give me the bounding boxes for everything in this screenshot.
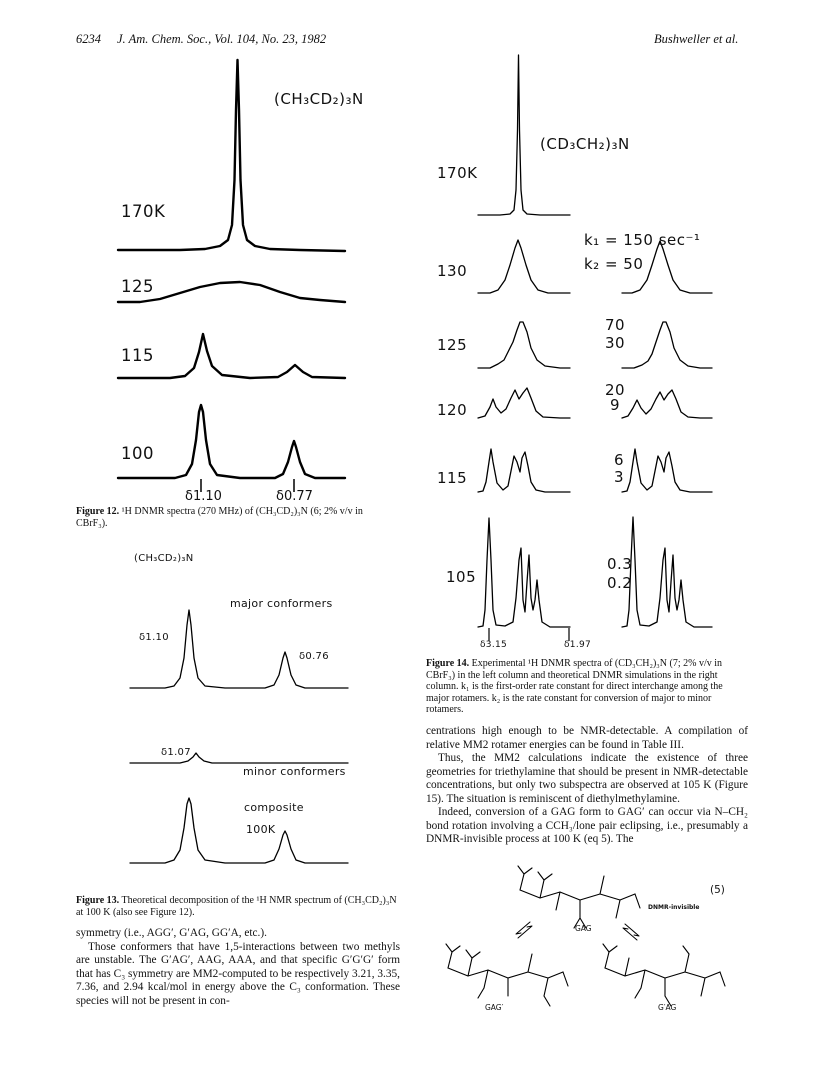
scheme-dnmr-invisible-note: DNMR-invisible: [648, 904, 700, 911]
sim-120: [622, 390, 712, 418]
exp-120: [478, 388, 570, 418]
sim-115: [622, 449, 712, 492]
fig14-rate-k1-115: 6: [614, 451, 625, 469]
page-number: 6234: [76, 32, 101, 46]
sim-125: [622, 322, 712, 368]
fig12-temp-170k: 170K: [121, 202, 166, 221]
gag-structure: [518, 866, 640, 928]
fig14-k1-label: k₁ = 150 sec⁻¹: [584, 231, 701, 249]
scheme-label-gag: GAG: [575, 924, 592, 933]
scheme-eq-number: (5): [710, 884, 725, 896]
right-paragraph-3: Indeed, conversion of a GAG form to GAG′ can occur via N–CH₂ bond rotation involving a CCH₃/lone pair eclipsing, i.e., presumably a DNMR-invisible process at 100 K (eq 5). The: [426, 806, 748, 845]
fig14-rate-k2-125: 30: [605, 334, 626, 352]
g-prime-ag-structure: [603, 944, 725, 1006]
fig14-temp-120: 120: [437, 401, 468, 419]
fig12-temp-100: 100: [121, 444, 154, 463]
fig14-rate-k1-125: 70: [605, 316, 626, 334]
figure-13-caption: [76, 895, 400, 918]
fig13-major-label: major conformers: [230, 597, 333, 610]
fig14-temp-170k: 170K: [437, 164, 478, 182]
left-column-text: [76, 927, 400, 1008]
figure-14-caption: [426, 658, 748, 716]
right-column-text: [426, 725, 748, 847]
fig12-compound-label: (CH₃CD₂)₃N: [274, 90, 364, 108]
fig14-temp-130: 130: [437, 262, 468, 280]
fig13-minor-peak: δ1.07: [161, 747, 191, 758]
fig13-compound-label: (CH₃CD₂)₃N: [134, 553, 194, 564]
fig12-axis-right: δ0.77: [276, 489, 313, 504]
right-paragraph-2: Thus, the MM2 calculations indicate the existence of three geometries for triethylamine that should be present in NMR-detectable concentrations, but only two subspectra are observed at 105 K (Figure 15). The situation is reminiscent of diethylmethylamine.: [426, 752, 748, 805]
scheme-label-gag-prime: GAG′: [485, 1003, 504, 1012]
fig12-axis-left: δ1.10: [185, 489, 222, 504]
exp-105: [478, 518, 570, 627]
fig13-composite-label: composite: [244, 801, 304, 814]
exp-125: [478, 322, 570, 368]
fig14-temp-115: 115: [437, 469, 468, 487]
fig14-axis-right: δ1.97: [564, 640, 592, 650]
composite-trace: [130, 798, 348, 863]
fig12-temp-115: 115: [121, 346, 154, 365]
fig14-k2-label: k₂ = 50: [584, 255, 644, 273]
fig14-rate-k2-115: 3: [614, 468, 625, 486]
fig13-caption-label: Figure 13.: [76, 895, 120, 906]
sim-105: [622, 517, 712, 627]
fig13-composite-temp: 100K: [246, 823, 276, 836]
fig14-rate-k1-120: 20: [605, 381, 626, 399]
fig12-caption-text: ¹H DNMR spectra (270 MHz) of (CH₃CD₂)₃N (6; 2% v/v in CBrF₃).: [76, 506, 363, 529]
fig13-caption-text: Theoretical decomposition of the ¹H NMR spectrum of (CH₃CD₂)₃N at 100 K (also see Figure 12).: [76, 895, 397, 918]
fig14-compound-label: (CD₃CH₂)₃N: [540, 135, 630, 153]
journal-citation: J. Am. Chem. Soc., Vol. 104, No. 23, 1982: [117, 32, 327, 46]
fig13-peak-right: δ0.76: [299, 651, 329, 662]
fig12-caption-label: Figure 12.: [76, 506, 120, 517]
fig14-axis-left: δ3.15: [480, 640, 508, 650]
conformer-scheme: [420, 860, 760, 1060]
exp-115: [478, 449, 570, 492]
fig14-rate-k2-120: 9: [610, 396, 621, 414]
fig14-temp-125: 125: [437, 336, 468, 354]
fig14-caption-label: Figure 14.: [426, 658, 470, 669]
fig12-temp-125: 125: [121, 277, 154, 296]
right-paragraph-1: centrations high enough to be NMR-detectable. A compilation of relative MM2 rotamer energies can be found in Table III.: [426, 725, 748, 751]
fig13-minor-label: minor conformers: [243, 765, 346, 778]
fig14-rate-k2-105: 0.2: [607, 574, 633, 592]
scheme-label-g-prime-ag: G′AG: [658, 1003, 677, 1012]
equilibrium-arrow-left: [516, 922, 532, 938]
conformer-scheme-drawing: [420, 860, 760, 1060]
fig14-rate-k1-105: 0.3: [607, 555, 633, 573]
left-paragraph-1: symmetry (i.e., AGG′, G′AG, GG′A, etc.).: [76, 927, 267, 939]
left-paragraph-2: Those conformers that have 1,5-interactions between two methyls are unstable. The G′AG′, AAG, AAA, and that specific G′G′G′ form that has C₃ symmetry are MM2-computed to be respectively 3.21, 3.35, 7.36, and 2.94 kcal/mol in energy above the C₃ conformation. These species will not be present in con-: [76, 940, 400, 1007]
running-authors: Bushweller et al.: [654, 32, 739, 46]
fig13-peak-left: δ1.10: [139, 632, 169, 643]
equilibrium-arrow-right: [623, 924, 639, 940]
gag-prime-structure: [446, 944, 568, 1006]
exp-130: [478, 240, 570, 293]
fig14-caption-text: Experimental ¹H DNMR spectra of (CD₃CH₂)₃N (7; 2% v/v in CBrF₃) in the left column and theoretical DNMR simulations in the right column. k₁ is the first-order rate constant for direct interchange among the major rotamers. k₂ is the rate constant for conversion of major to minor rotamers.: [426, 658, 723, 715]
fig14-temp-105: 105: [446, 568, 477, 586]
